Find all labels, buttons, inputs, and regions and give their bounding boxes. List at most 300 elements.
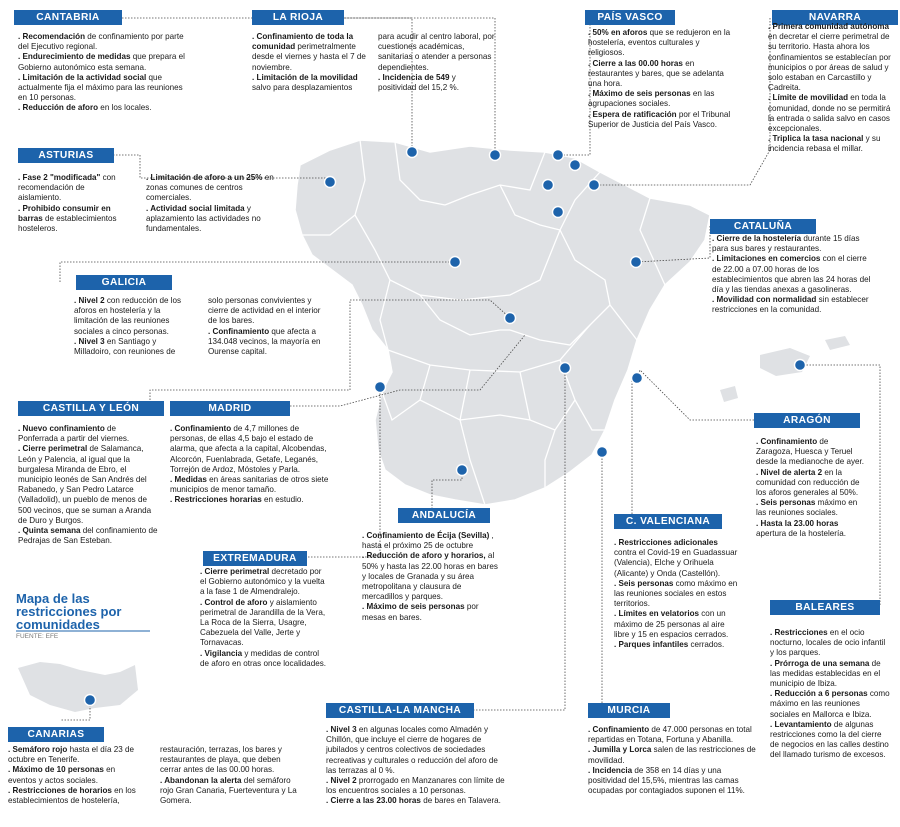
restriction-item: [756, 437, 864, 468]
restriction-text: en eventos y actos sociales.: [8, 765, 116, 785]
restriction-keyword: Nivel 2: [330, 776, 357, 786]
restriction-keyword: Jumilla y Lorca: [592, 745, 652, 755]
restriction-keyword: Limitaciones en comercios: [716, 254, 821, 264]
bullet-marker: .: [18, 444, 23, 454]
restriction-item: [18, 204, 130, 235]
restriction-keyword: Cierre perimetral: [204, 567, 270, 576]
restriction-keyword: Nivel 3: [330, 725, 357, 734]
restriction-text: con reducción de los aforos en hostelería y la limitación de las reuniones sociales a cinco personas.: [74, 296, 182, 336]
restriction-item: [18, 32, 186, 52]
bullet-marker: .: [200, 567, 205, 576]
region-header: CANTABRIA: [14, 10, 122, 25]
region-header: NAVARRA: [772, 10, 898, 25]
region-header: ARAGÓN: [754, 413, 860, 428]
region-text-column: [770, 628, 890, 761]
marker-pais-vasco-b: [570, 160, 581, 171]
restriction-text: sin establecer restricciones en la comunidad.: [712, 295, 869, 315]
restriction-keyword: Reducción a 6 personas: [774, 689, 868, 699]
bullet-marker: .: [18, 32, 23, 41]
restriction-keyword: Hasta la 23.00 horas: [760, 518, 839, 528]
restriction-keyword: Espera de ratificación: [592, 109, 677, 119]
restriction-keyword: 50% en aforos: [592, 28, 648, 37]
restriction-item: [614, 609, 742, 640]
restriction-text: en algunas locales como Almadén y Chillón, que incluye el cierre de hogares de jubilados y centros colectivos de sociedades recreativas y culturales o reducción del aforo de las terrazas al 0 %.: [326, 725, 498, 775]
region-text-column: [18, 32, 186, 114]
restriction-text: en el ocio nocturno, locales de ocio infantil y los parques.: [770, 628, 886, 658]
restriction-text: restauración, terrazas, los bares y restaurantes de playa, que deben cerrar antes de las 00.00 horas.: [160, 745, 282, 775]
map-title: Mapa de las restricciones por comunidades: [16, 591, 122, 632]
bullet-marker: .: [768, 134, 773, 144]
marker-galicia: [450, 257, 461, 268]
region-text-column: [160, 745, 298, 806]
bullet-marker: .: [362, 551, 367, 561]
region-text-column: [8, 745, 144, 806]
restriction-keyword: Actividad social limitada: [150, 203, 245, 213]
bullet-marker: .: [588, 745, 593, 755]
restriction-keyword: Primera comunidad autónoma: [772, 22, 889, 31]
region-header: EXTREMADURA: [203, 551, 307, 566]
restriction-item: [770, 720, 890, 761]
region-header: CATALUÑA: [710, 219, 816, 234]
restriction-item: [756, 519, 864, 539]
restriction-text: del confinamiento de Pedrajas de San Esteban.: [18, 526, 158, 546]
restriction-item: [18, 73, 186, 104]
restriction-text: cerrados.: [688, 640, 725, 650]
restriction-keyword: Cierre de la hostelería: [716, 234, 802, 243]
map-source: FUENTE: EFE: [16, 633, 59, 640]
restriction-text: del semáforo rojo Gran Canaria, Fuerteventura y La Gomera.: [160, 775, 297, 806]
restriction-text: de 4,7 millones de personas, de ellas 4,5 bajo el estado de alarma, que afecta a la capital, Alcobendas, Alcorcón, Fuenlabrada, Getafe, Leganés, Torrejón de Ardoz, Móstoles y Parla.: [170, 424, 327, 474]
restriction-text: de Ponferrada a partir del viernes.: [18, 424, 130, 444]
restriction-item: [712, 295, 872, 315]
restriction-item: [378, 73, 496, 93]
bullet-marker: .: [146, 203, 151, 213]
region-header: CASTILLA-LA MANCHA: [326, 703, 474, 718]
restriction-text: , hasta el próximo 25 de octubre: [362, 531, 494, 551]
bullet-marker: .: [252, 32, 257, 41]
bullet-marker: .: [74, 296, 79, 305]
marker-madrid: [505, 313, 516, 324]
restriction-item: [200, 649, 326, 669]
restriction-keyword: Endurecimiento de medidas: [22, 52, 131, 62]
restriction-item: [588, 725, 760, 745]
restriction-text: de Zaragoza, Huesca y Teruel desde la medianoche de ayer.: [756, 437, 864, 467]
restriction-item: [326, 776, 508, 796]
restriction-text: como máximo en las reuniones sociales en estos territorios.: [614, 578, 738, 609]
restriction-text: en los locales.: [98, 103, 152, 113]
restriction-item: [756, 498, 864, 518]
bullet-marker: .: [588, 725, 593, 734]
ibiza-land: [720, 386, 738, 402]
restriction-text: de algunas restricciones como la del cierre de negocios en las calles destino del llamado turismo de excesos.: [770, 719, 889, 760]
restriction-item: [8, 745, 144, 765]
restriction-text: que se redujeron en la hostelería, eventos culturales y religiosos.: [588, 28, 731, 58]
region-text-column: [768, 22, 892, 155]
marker-cataluna: [631, 257, 642, 268]
restriction-text: en áreas sanitarias de otros siete municipios de menor tamaño.: [170, 475, 329, 495]
region-text-column: [326, 725, 508, 807]
restriction-item: [8, 765, 144, 785]
restriction-item: [588, 89, 738, 109]
restriction-text: al 50% y hasta las 22.00 horas en bares y locales de Granada y su área metropolitana y clausura de mercadillos y parques.: [362, 551, 498, 602]
restriction-item: [770, 628, 890, 659]
bullet-marker: .: [588, 89, 593, 99]
restriction-keyword: Semáforo rojo: [12, 745, 68, 754]
bullet-marker: .: [614, 640, 619, 650]
restriction-keyword: Límite de movilidad: [772, 93, 849, 103]
marker-pais-vasco-a: [553, 150, 564, 161]
region-text-column: [74, 296, 192, 357]
restriction-text: en zonas comunes de centros comerciales.: [146, 173, 274, 203]
restriction-keyword: Prohibido consumir en barras: [18, 203, 111, 223]
restriction-keyword: Máximo de 10 personas: [12, 765, 104, 775]
bullet-marker: .: [712, 234, 717, 243]
map-title-block: [16, 592, 166, 640]
restriction-item: [614, 640, 742, 650]
bullet-marker: .: [756, 467, 761, 477]
restriction-keyword: Vigilancia: [204, 648, 243, 658]
restriction-item: [74, 296, 192, 337]
restriction-keyword: Cierre a las 23.00 horas: [330, 796, 421, 806]
restriction-item: [74, 337, 192, 357]
region-text-column: [588, 725, 760, 796]
bullet-marker: .: [18, 203, 23, 213]
restriction-text: hasta el día 23 de octubre en Tenerife.: [8, 745, 134, 765]
restriction-text: de bares en Talavera.: [420, 796, 501, 806]
bullet-marker: .: [160, 775, 165, 785]
restriction-item: [588, 766, 760, 797]
restriction-item: [208, 327, 324, 358]
marker-la-rioja: [490, 150, 501, 161]
restriction-item: [208, 296, 324, 327]
bullet-marker: .: [170, 495, 175, 505]
region-text-column: [200, 567, 326, 669]
restriction-item: [18, 526, 158, 546]
restriction-item: [614, 538, 742, 579]
restriction-item: [378, 32, 496, 73]
bullet-marker: .: [614, 578, 619, 588]
restriction-item: [588, 28, 738, 59]
restriction-text: de 47.000 personas en total repartidas en Totana, Fortuna y Abanilla.: [588, 725, 752, 745]
restriction-item: [770, 689, 890, 720]
restriction-keyword: Abandonan la alerta: [164, 775, 242, 785]
bullet-marker: .: [74, 336, 79, 346]
restriction-keyword: Confinamiento de Écija (Sevilla): [366, 531, 490, 540]
restriction-keyword: Nivel 2: [78, 296, 105, 305]
restriction-text: de las medidas establecidas en el municipio de Ibiza.: [770, 658, 881, 689]
restriction-item: [614, 579, 742, 610]
restriction-keyword: Limitación de la movilidad: [256, 72, 358, 82]
region-header: CANARIAS: [8, 727, 104, 742]
canarias-land: [18, 662, 138, 712]
region-text-column: [614, 538, 742, 650]
restriction-keyword: Restricciones: [774, 628, 828, 637]
bullet-marker: .: [712, 254, 717, 264]
restriction-item: [712, 254, 872, 295]
restriction-text: con un máximo de 25 personas al aire libre y 15 en espacios cerrados.: [614, 609, 729, 639]
bullet-marker: .: [712, 295, 717, 305]
restriction-item: [200, 567, 326, 598]
bullet-marker: .: [18, 72, 23, 82]
marker-extremadura: [375, 382, 386, 393]
marker-murcia: [597, 447, 608, 458]
restriction-keyword: Movilidad con normalidad: [716, 295, 817, 305]
restriction-item: [160, 745, 298, 776]
restriction-keyword: Incidencia de 549: [382, 72, 450, 82]
restriction-text: y aplazamiento las actividades no fundamentales.: [146, 203, 261, 234]
marker-castilla-mancha: [560, 363, 571, 374]
restriction-keyword: Máximo de seis personas: [592, 89, 691, 99]
bullet-marker: .: [768, 22, 773, 31]
restriction-item: [588, 745, 760, 765]
restriction-item: [170, 475, 330, 495]
restriction-keyword: Fase 2 "modificada": [22, 173, 101, 182]
region-header: ASTURIAS: [18, 148, 114, 163]
restriction-item: [588, 59, 738, 90]
restriction-keyword: Nivel de alerta 2: [760, 467, 823, 477]
region-header: ANDALUCÍA: [398, 508, 490, 523]
restriction-text: máximo en las reuniones sociales.: [756, 498, 858, 518]
bullet-marker: .: [18, 52, 23, 62]
restriction-item: [712, 234, 872, 254]
restriction-text: en los establecimientos de hostelería,: [8, 785, 136, 806]
restriction-item: [146, 204, 276, 235]
bullet-marker: .: [252, 72, 257, 82]
restriction-keyword: Reducción de aforo: [22, 103, 99, 113]
restriction-item: [18, 52, 186, 72]
restriction-text: de 358 en 14 días y una positividad del 15,5%, mientras las camas ocupadas por contagiados suponen el 11%.: [588, 765, 745, 796]
bullet-marker: .: [756, 518, 761, 528]
restriction-keyword: Levantamiento: [774, 719, 832, 729]
marker-c-valenciana: [632, 373, 643, 384]
region-header: CASTILLA Y LEÓN: [18, 401, 164, 416]
restriction-item: [768, 22, 892, 93]
bullet-marker: .: [770, 689, 775, 699]
restriction-text: con recomendación de aislamiento.: [18, 173, 116, 203]
region-header: PAÍS VASCO: [585, 10, 675, 25]
restriction-text: y medidas de control de aforo en otras once localidades.: [200, 648, 326, 668]
region-text-column: [18, 424, 158, 546]
marker-la-rioja-b: [553, 207, 564, 218]
restriction-keyword: Nuevo confinamiento: [22, 424, 105, 433]
restriction-text: por mesas en bares.: [362, 602, 479, 622]
restriction-item: [362, 531, 502, 551]
bullet-marker: .: [756, 437, 761, 446]
restriction-text: en toda la comunidad, donde no se permitirá la entrada o salida salvo en casos excepcionales.: [768, 93, 891, 134]
menorca-land: [825, 336, 850, 350]
region-text-column: [170, 424, 330, 506]
bullet-marker: .: [378, 72, 383, 82]
restriction-keyword: Cierre a las 00.00 horas: [592, 58, 683, 68]
bullet-marker: .: [18, 526, 23, 536]
restriction-item: [768, 93, 892, 134]
bullet-marker: .: [200, 597, 205, 607]
region-text-column: [208, 296, 324, 357]
restriction-item: [18, 103, 186, 113]
region-text-column: [18, 173, 130, 234]
bullet-marker: .: [18, 103, 23, 113]
restriction-keyword: Prórroga de una semana: [774, 658, 870, 668]
restriction-keyword: Limitación de aforo a un 25%: [150, 173, 263, 182]
restriction-item: [252, 32, 370, 73]
restriction-text: en la comunidad con reducción de los aforos generales al 50%.: [756, 467, 860, 498]
restriction-text: que prepara el Gobierno autonómico esta semana.: [18, 52, 185, 72]
restriction-text: para acudir al centro laboral, por cuestiones académicas, sanitarias o atender a personas dependientes.: [378, 32, 495, 72]
restriction-keyword: Incidencia: [592, 765, 633, 775]
bullet-marker: .: [170, 424, 175, 433]
region-header: C. VALENCIANA: [614, 514, 722, 529]
restriction-item: [326, 725, 508, 776]
restriction-keyword: Triplica la tasa nacional: [772, 134, 864, 144]
bullet-marker: .: [326, 796, 331, 806]
region-text-column: [252, 32, 370, 93]
region-text-column: [588, 28, 738, 130]
bullet-marker: .: [768, 93, 773, 103]
bullet-marker: .: [770, 658, 775, 668]
restriction-text: como máximo en las reuniones sociales en Mallorca e Ibiza.: [770, 689, 890, 719]
marker-baleares: [795, 360, 806, 371]
bullet-marker: .: [18, 424, 23, 433]
restriction-keyword: Máximo de seis personas: [366, 602, 465, 612]
region-text-column: [378, 32, 496, 93]
restriction-text: apertura de la hostelería.: [756, 528, 846, 538]
marker-pais-vasco-c: [543, 180, 554, 191]
bullet-marker: .: [170, 475, 175, 485]
restriction-item: [588, 110, 738, 130]
restriction-text: en las agrupaciones sociales.: [588, 89, 715, 109]
restriction-text: salen de las restricciones de movilidad.: [588, 745, 756, 765]
restriction-keyword: Límites en velatorios: [618, 609, 700, 619]
restriction-text: perimetralmente desde el viernes y hasta el 7 de noviembre.: [252, 42, 366, 72]
restriction-keyword: Reducción de aforo y horarios,: [366, 551, 486, 561]
restriction-keyword: Parques infantiles: [618, 640, 689, 650]
restriction-item: [756, 468, 864, 499]
bullet-marker: .: [614, 538, 619, 547]
region-text-column: [756, 437, 864, 539]
bullet-marker: .: [8, 765, 13, 775]
restriction-item: [8, 786, 144, 806]
bullet-marker: .: [208, 326, 213, 336]
restriction-keyword: Confinamiento: [212, 326, 270, 336]
restriction-keyword: Medidas: [174, 475, 207, 485]
restriction-text: con el cierre de 22.00 a 07.00 horas de los establecimientos que abren las 24 horas del día y las tiendas anexas a gasolineras.: [712, 254, 871, 295]
marker-cantabria: [407, 147, 418, 158]
restriction-item: [170, 424, 330, 475]
restriction-text: de confinamiento por parte del Ejecutivo regional.: [18, 32, 184, 52]
restriction-text: solo personas convivientes y cierre de actividad en el interior de los bares.: [208, 296, 321, 326]
restriction-keyword: Confinamiento de toda la comunidad: [252, 32, 354, 52]
bullet-marker: .: [756, 498, 761, 508]
bullet-marker: .: [146, 173, 151, 182]
restriction-item: [200, 598, 326, 649]
restriction-keyword: Confinamiento: [760, 437, 818, 446]
bullet-marker: .: [614, 609, 619, 619]
region-text-column: [146, 173, 276, 234]
restriction-item: [18, 424, 158, 444]
bullet-marker: .: [326, 776, 331, 786]
bullet-marker: .: [588, 765, 593, 775]
marker-canarias: [85, 695, 96, 706]
restriction-text: salvo para desplazamientos: [252, 83, 353, 93]
bullet-marker: .: [588, 109, 593, 119]
restriction-keyword: Control de aforo: [204, 597, 268, 607]
restriction-item: [362, 602, 502, 622]
marker-asturias: [325, 177, 336, 188]
bullet-marker: .: [770, 719, 775, 729]
bullet-marker: .: [326, 725, 331, 734]
bullet-marker: .: [362, 531, 367, 540]
restriction-text: de establecimientos hosteleros.: [18, 213, 117, 234]
restriction-keyword: Recomendación: [22, 32, 86, 41]
restriction-text: en decretar el cierre perimetral de su territorio. Hasta ahora los confinamientos se establecían por municipios o por áreas de salud y solo estaban en Carcastillo y Cadreita.: [768, 32, 891, 93]
region-text-column: [712, 234, 872, 316]
peninsula-land: [295, 140, 710, 505]
restriction-keyword: Nivel 3: [78, 336, 105, 346]
region-header: MADRID: [170, 401, 290, 416]
restriction-item: [770, 659, 890, 690]
restriction-keyword: Restricciones horarias: [174, 495, 262, 505]
region-header: GALICIA: [76, 275, 172, 290]
restriction-text: prorrogado en Manzanares con límite de los encuentros sociales a 10 personas.: [326, 776, 505, 796]
region-header: LA RIOJA: [252, 10, 344, 25]
restriction-keyword: Seis personas: [760, 498, 816, 508]
bullet-marker: .: [362, 602, 367, 612]
restriction-text: en Santiago y Milladoiro, con reuniones de: [74, 336, 176, 357]
restriction-keyword: Confinamiento: [592, 725, 650, 734]
bullet-marker: .: [588, 28, 593, 37]
region-header: MURCIA: [588, 703, 670, 718]
marker-andalucia: [457, 465, 468, 476]
bullet-marker: .: [18, 173, 23, 182]
bullet-marker: .: [588, 58, 593, 68]
restriction-keyword: Seis personas: [618, 578, 674, 588]
restriction-keyword: Confinamiento: [174, 424, 232, 433]
restriction-text: y positividad del 15,2 %.: [378, 72, 459, 93]
restriction-keyword: Limitación de la actividad social: [22, 72, 147, 82]
restriction-keyword: Quinta semana: [22, 526, 81, 536]
restriction-item: [146, 173, 276, 204]
restriction-text: de Salamanca, León y Palencia, al igual que la burgalesa Miranda de Ebro, el municipio leonés de San Andrés del Rabanedo, y San Pedro Latarce (Valladolid), un pueblo de menos de 500 vecinos, que se suman a Aranda de Duro y Burgos.: [18, 444, 152, 525]
restriction-item: [170, 495, 330, 505]
restriction-item: [18, 173, 130, 204]
restriction-text: en restaurantes y bares, que se adelanta una hora.: [588, 58, 724, 89]
restriction-keyword: Restricciones de horarios: [12, 785, 112, 795]
restriction-text: que actualmente fija el máximo para las reuniones en 10 personas.: [18, 72, 183, 103]
restriction-item: [362, 551, 502, 602]
restriction-item: [768, 134, 892, 154]
restriction-text: decretado por el Gobierno autonómico y la vuelta a la fase 1 de Almendralejo.: [200, 567, 325, 597]
region-text-column: [362, 531, 502, 623]
restriction-text: y su incidencia rebasa el millar.: [768, 134, 881, 154]
restriction-item: [326, 796, 508, 806]
restriction-text: durante 15 días para sus bares y restaurantes.: [712, 234, 860, 254]
restriction-item: [18, 444, 158, 526]
region-header: BALEARES: [770, 600, 880, 615]
restriction-text: por el Tribunal Superior de Justicia del País Vasco.: [588, 109, 731, 129]
bullet-marker: .: [200, 648, 205, 658]
bullet-marker: .: [8, 785, 13, 795]
restriction-text: contra el Covid-19 en Guadassuar (Valencia), Elche y Orihuela (Alicante) y Onda (Castellón).: [614, 548, 738, 578]
bullet-marker: .: [770, 628, 775, 637]
restriction-item: [252, 73, 370, 93]
restriction-text: en estudio.: [261, 495, 304, 505]
bullet-marker: .: [8, 745, 13, 754]
restriction-item: [160, 776, 298, 807]
restriction-keyword: Cierre perimetral: [22, 444, 88, 454]
marker-navarra: [589, 180, 600, 191]
restriction-keyword: Restricciones adicionales: [618, 538, 718, 547]
restriction-text: y aislamiento perimetral de Jarandilla de la Vera, La Roca de la Sierra, Usagre, Cabezuela del Valle, Jerte y Tornavacas.: [200, 597, 326, 648]
